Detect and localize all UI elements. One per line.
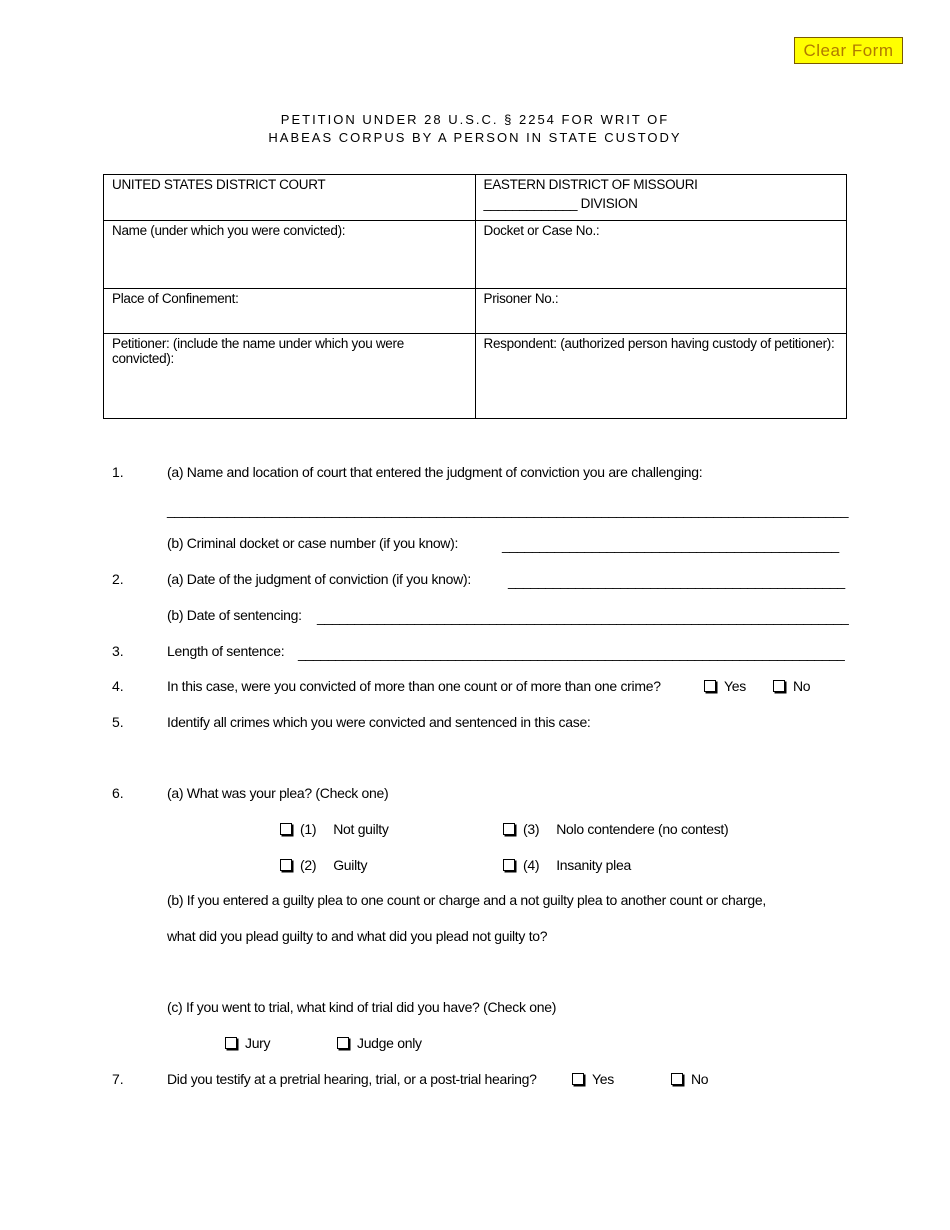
case-header-table [103, 174, 847, 419]
court-cell: UNITED STATES DISTRICT COURT [104, 175, 476, 221]
plea-option-not-guilty[interactable]: (1) Not guilty [280, 821, 389, 837]
respondent-cell[interactable]: Respondent: (authorized person having custody of petitioner): [475, 334, 847, 419]
question-1b-text: (b) Criminal docket or case number (if you know): [167, 535, 459, 551]
checkbox[interactable] [337, 1037, 349, 1049]
question-3-text: Length of sentence: [167, 643, 285, 659]
question-1a-answer-line[interactable]: ___________________________________________________________________________________________ [167, 502, 849, 518]
question-2b-text: (b) Date of sentencing: [167, 607, 302, 623]
question-6b-text-line-1: (b) If you entered a guilty plea to one count or charge and a not guilty plea to another count or charge, [167, 892, 766, 908]
plea-option-nolo-contendere[interactable]: (3) Nolo contendere (no contest) [503, 821, 728, 837]
checkbox[interactable] [704, 680, 716, 692]
checkbox[interactable] [572, 1073, 584, 1085]
trial-option-jury[interactable]: Jury [225, 1035, 270, 1051]
question-3-number: 3. [112, 643, 124, 659]
question-4-yes-option[interactable]: Yes [704, 678, 746, 694]
question-7-yes-option[interactable]: Yes [572, 1071, 614, 1087]
question-6a-text: (a) What was your plea? (Check one) [167, 785, 389, 801]
confinement-cell[interactable]: Place of Confinement: [104, 289, 476, 334]
question-2-number: 2. [112, 571, 124, 587]
question-3-answer-line[interactable]: _________________________________________________________________________ [298, 645, 845, 661]
checkbox[interactable] [671, 1073, 683, 1085]
district-label: EASTERN DISTRICT OF MISSOURI [483, 177, 698, 192]
question-6b-text-line-2: what did you plead guilty to and what did you plead not guilty to? [167, 928, 548, 944]
question-7-no-option[interactable]: No [671, 1071, 708, 1087]
question-7-text: Did you testify at a pretrial hearing, trial, or a post-trial hearing? [167, 1071, 537, 1087]
question-2a-text: (a) Date of the judgment of conviction (if you know): [167, 571, 471, 587]
form-title-line-2: HABEAS CORPUS BY A PERSON IN STATE CUSTODY [268, 130, 682, 145]
question-1a-text: (a) Name and location of court that entered the judgment of conviction you are challenging: [167, 464, 703, 480]
question-6-number: 6. [112, 785, 124, 801]
trial-option-judge-only[interactable]: Judge only [337, 1035, 422, 1051]
question-4-number: 4. [112, 678, 124, 694]
district-cell [475, 175, 847, 221]
question-1-number: 1. [112, 464, 124, 480]
petitioner-cell[interactable]: Petitioner: (include the name under which you were convicted): [104, 334, 476, 419]
checkbox[interactable] [503, 823, 515, 835]
prisoner-number-cell[interactable]: Prisoner No.: [475, 289, 847, 334]
question-5-text: Identify all crimes which you were convicted and sentenced in this case: [167, 714, 591, 730]
question-2a-answer-line[interactable]: _____________________________________________ [508, 573, 845, 589]
checkbox[interactable] [225, 1037, 237, 1049]
plea-option-guilty[interactable]: (2) Guilty [280, 857, 367, 873]
clear-form-button[interactable]: Clear Form [794, 37, 903, 64]
question-4-no-option[interactable]: No [773, 678, 810, 694]
question-5-number: 5. [112, 714, 124, 730]
question-7-number: 7. [112, 1071, 124, 1087]
form-title-line-1: PETITION UNDER 28 U.S.C. § 2254 FOR WRIT OF [280, 112, 670, 127]
name-cell[interactable]: Name (under which you were convicted): [104, 221, 476, 289]
question-1b-answer-line[interactable]: _____________________________________________ [502, 537, 839, 553]
checkbox[interactable] [773, 680, 785, 692]
question-4-text: In this case, were you convicted of more than one count or of more than one crime? [167, 678, 661, 694]
question-2b-answer-line[interactable]: _______________________________________________________________________ [317, 609, 849, 625]
checkbox[interactable] [280, 859, 292, 871]
division-field[interactable]: _____________ DIVISION [483, 196, 638, 211]
docket-cell[interactable]: Docket or Case No.: [475, 221, 847, 289]
question-6c-text: (c) If you went to trial, what kind of trial did you have? (Check one) [167, 999, 557, 1015]
checkbox[interactable] [503, 859, 515, 871]
plea-option-insanity[interactable]: (4) Insanity plea [503, 857, 631, 873]
checkbox[interactable] [280, 823, 292, 835]
